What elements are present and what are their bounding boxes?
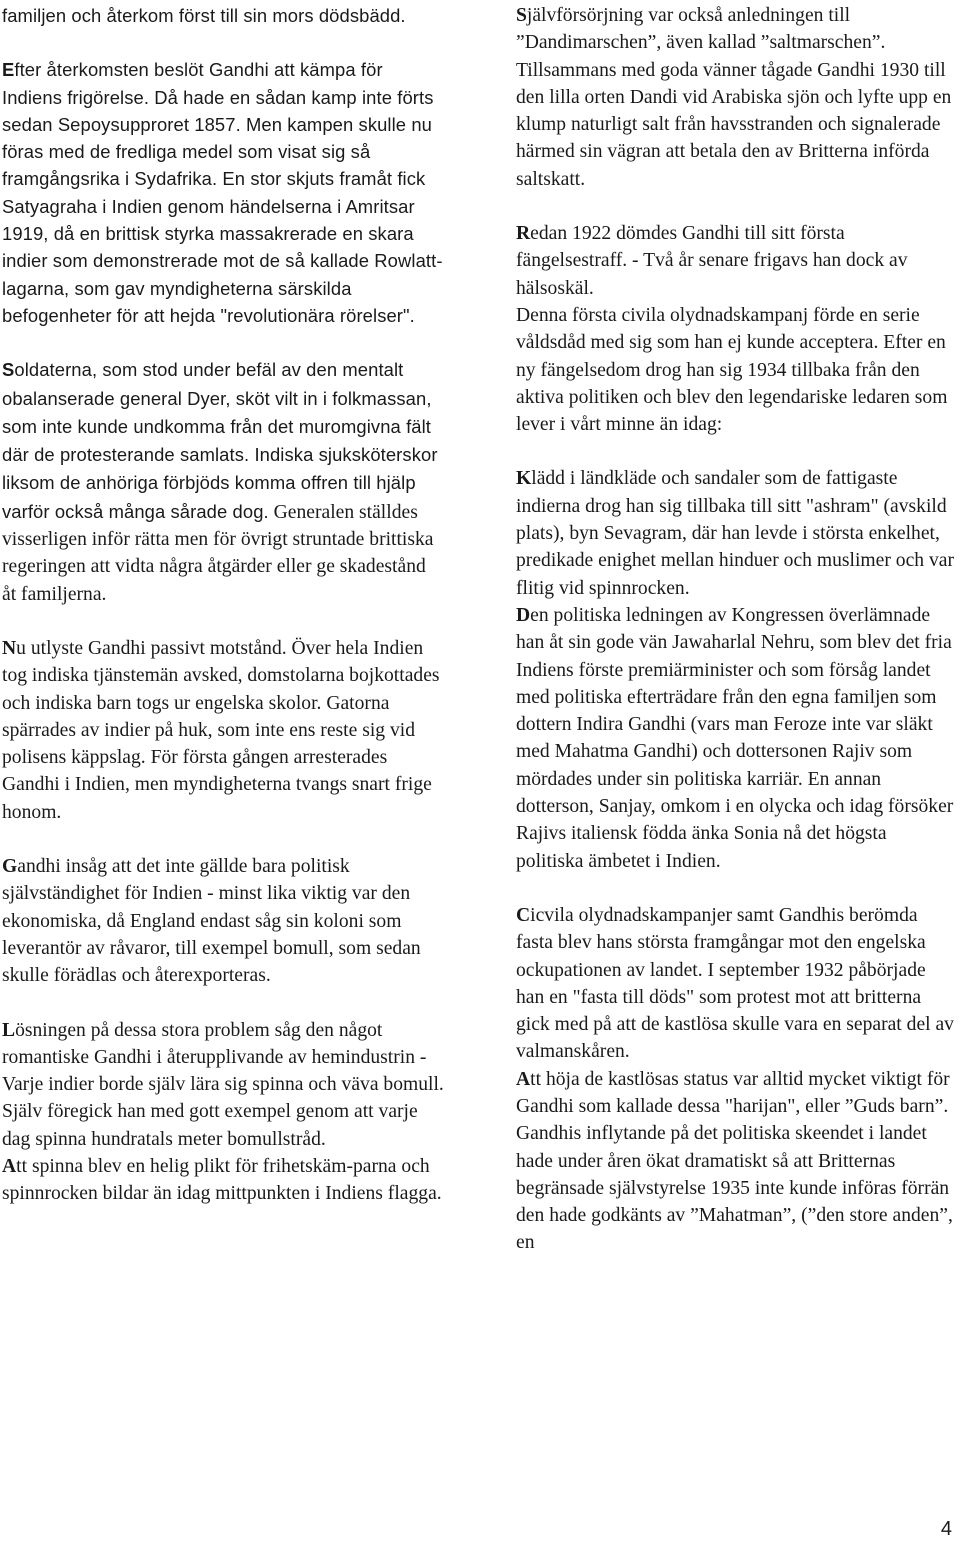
paragraph-harijan [516, 1066, 958, 1121]
paragraph-return [2, 56, 444, 329]
paragraph-text: tt spinna blev en helig plikt för frihetskäm-parna och spinnrocken bildar än idag mittpunkten i Indiens flagga. [2, 1155, 442, 1205]
paragraph-text: Generalen ställdes visserligen inför rätta men för övrigt struntade brittiska regeringen att vidta några åtgärder eller ge skadestånd åt familjerna. [2, 501, 434, 605]
paragraph-soldiers [2, 356, 444, 608]
initial-letter: D [516, 604, 531, 626]
paragraph-salt-march [516, 2, 958, 193]
paragraph-text: fter återkomsten beslöt Gandhi att kämpa för Indiens frigörelse. Då hade en sådan kamp inte förts sedan Sepoysupproret 1857. Men kampen skulle nu föras med de fredliga medel som visat sig så framgångsrika i Sydafrika. [2, 59, 434, 190]
paragraph-text: Denna första civila olydnadskampanj förde en serie våldsdåd med sig som han ej kunde acceptera. Efter en ny fängelsedom drog han sig 1934 tillbaka från den aktiva politiken och blev den legendariske ledaren som lever i vårt minne än idag: [516, 304, 948, 436]
paragraph-congress [516, 602, 958, 875]
paragraph-influence [516, 1120, 958, 1256]
paragraph-resistance [2, 635, 444, 826]
initial-letter: A [2, 1155, 17, 1177]
paragraph-economy [2, 853, 444, 989]
left-column [2, 2, 444, 1208]
initial-letter: S [2, 359, 15, 381]
paragraph-intro [2, 2, 444, 29]
paragraph-ashram [516, 465, 958, 601]
initial-letter: A [516, 1068, 531, 1090]
paragraph-text: tt höja de kastlösas status var alltid mycket viktigt för Gandhi som kallade dessa "harijan", eller ”Guds barn”. [516, 1068, 950, 1117]
initial-letter: S [516, 5, 527, 26]
paragraph-prison [516, 220, 958, 302]
paragraph-solution [2, 1017, 444, 1153]
initial-letter: C [516, 904, 531, 926]
paragraph-text: ösningen på dessa stora problem såg den något romantiske Gandhi i återupplivande av hemindustrin - Varje indier borde själv lära sig spinna och väva bomull. Själv föregick han med gott exempel genom att varje dag spinna hundratals meter bomullstråd. [2, 1019, 444, 1150]
paragraph-text: lädd i ländkläde och sandaler som de fattigaste indierna drog han sig tillbaka till sitt "ashram" (avskild plats), byn Sevagram, där han levde i största enkelhet, predikade enighet mellan hinduer och muslimer och var flitig vid spinnrocken. [516, 468, 954, 599]
initial-letter: K [516, 468, 532, 490]
paragraph-text: familjen och återkom först till sin mors dödsbädd. [2, 5, 406, 26]
paragraph-text: en politiska ledningen av Kongressen överlämnade han åt sin gode vän Jawaharlal Nehru, som blev det fria Indiens förste premiärminister och som försåg landet med politiska efterträdare från den egna familjen som dottern Indira Gandhi (vars man Feroze inte var släkt med Mahatma Gandhi) och dottersonen Rajiv som mördades under sin politiska karriär. En annan dotterson, Sanjay, omkom i en olycka och idag försöker Rajivs italiensk födda änka Sonia nå det högsta politiska ämbetet i Indien. [516, 604, 954, 872]
paragraph-text: andhi insåg att det inte gällde bara politisk självständighet för Indien - minst lika viktig var den ekonomiska, då England endast såg sin koloni som leverantör av råvaror, till exempel bomull, som sedan skulle förädlas och återexporteras. [2, 856, 421, 987]
paragraph-spinning [2, 1153, 444, 1208]
initial-letter: N [2, 637, 17, 659]
paragraph-text: Gandhis inflytande på det politiska skeendet i landet hade under åren ökat dramatiskt så att Britternas begränsade självstyrelse 1935 inte kunde införas förrän den hade godkänts av ”Mahatman”, (”den store anden”, en [516, 1123, 953, 1254]
page-number: 4 [940, 1518, 952, 1540]
initial-letter: L [2, 1019, 16, 1041]
paragraph-text: Indiska sjuksköterskor liksom de anhöriga förbjöds komma offren till hjälp varför också många sårade dog. [2, 444, 438, 522]
paragraph-fasting [516, 902, 958, 1066]
initial-letter: E [2, 59, 15, 81]
paragraph-text: oldaterna, som stod under befäl av den mentalt obalanserade general Dyer, sköt vilt in i folkmassan, som inte kunde undkomma från det muromgivna fält där de protesterande samlats. [2, 359, 432, 466]
initial-letter: R [516, 223, 531, 245]
paragraph-text: u utlyste Gandhi passivt motstånd. Över hela Indien tog indiska tjänstemän avsked, domstolarna bojkottades och indiska barn togs ur engelska skolor. Gatorna spärrades av indier på huk, som inte ens reste sig vid polisens käppslag. För första gången arresterades Gandhi i Indien, men myndigheterna tvangs snart frige honom. [2, 637, 440, 823]
paragraph-text: icvila olydnadskampanjer samt Gandhis berömda fasta blev hans största framgångar mot den engelska ockupationen av landet. I september 1932 påbörjade han en "fasta till döds" som protest mot att britterna gick med på att de kastlösa skulle vara en separat del av valmanskåren. [516, 904, 954, 1063]
initial-letter: G [2, 856, 18, 878]
paragraph-text: jälvförsörjning var också anledningen till ”Dandimarschen”, även kallad ”saltmarschen”. Tillsammans med goda vänner tågade Gandhi 1930 till den lilla orten Dandi vid Arabiska sjön och lyfte upp en klump naturligt salt från havsstranden och signalerade härmed sin vägran att betala den av Britterna införda saltskatt. [516, 5, 952, 190]
paragraph-campaign [516, 302, 958, 438]
paragraph-text: En stor skjuts framåt fick Satyagraha i Indien genom händelserna i Amritsar 1919, då en brittisk styrka massakrerade en skara indier som demonstrerade mot de så kallade Rowlatt-lagarna, som gav myndigheterna särskilda befogenheter för att hejda "revolutionära rörelser". [2, 168, 443, 326]
right-column [516, 2, 958, 1257]
paragraph-text: edan 1922 dömdes Gandhi till sitt första fängelsestraff. - Två år senare frigavs han dock av hälsoskäl. [516, 223, 908, 299]
